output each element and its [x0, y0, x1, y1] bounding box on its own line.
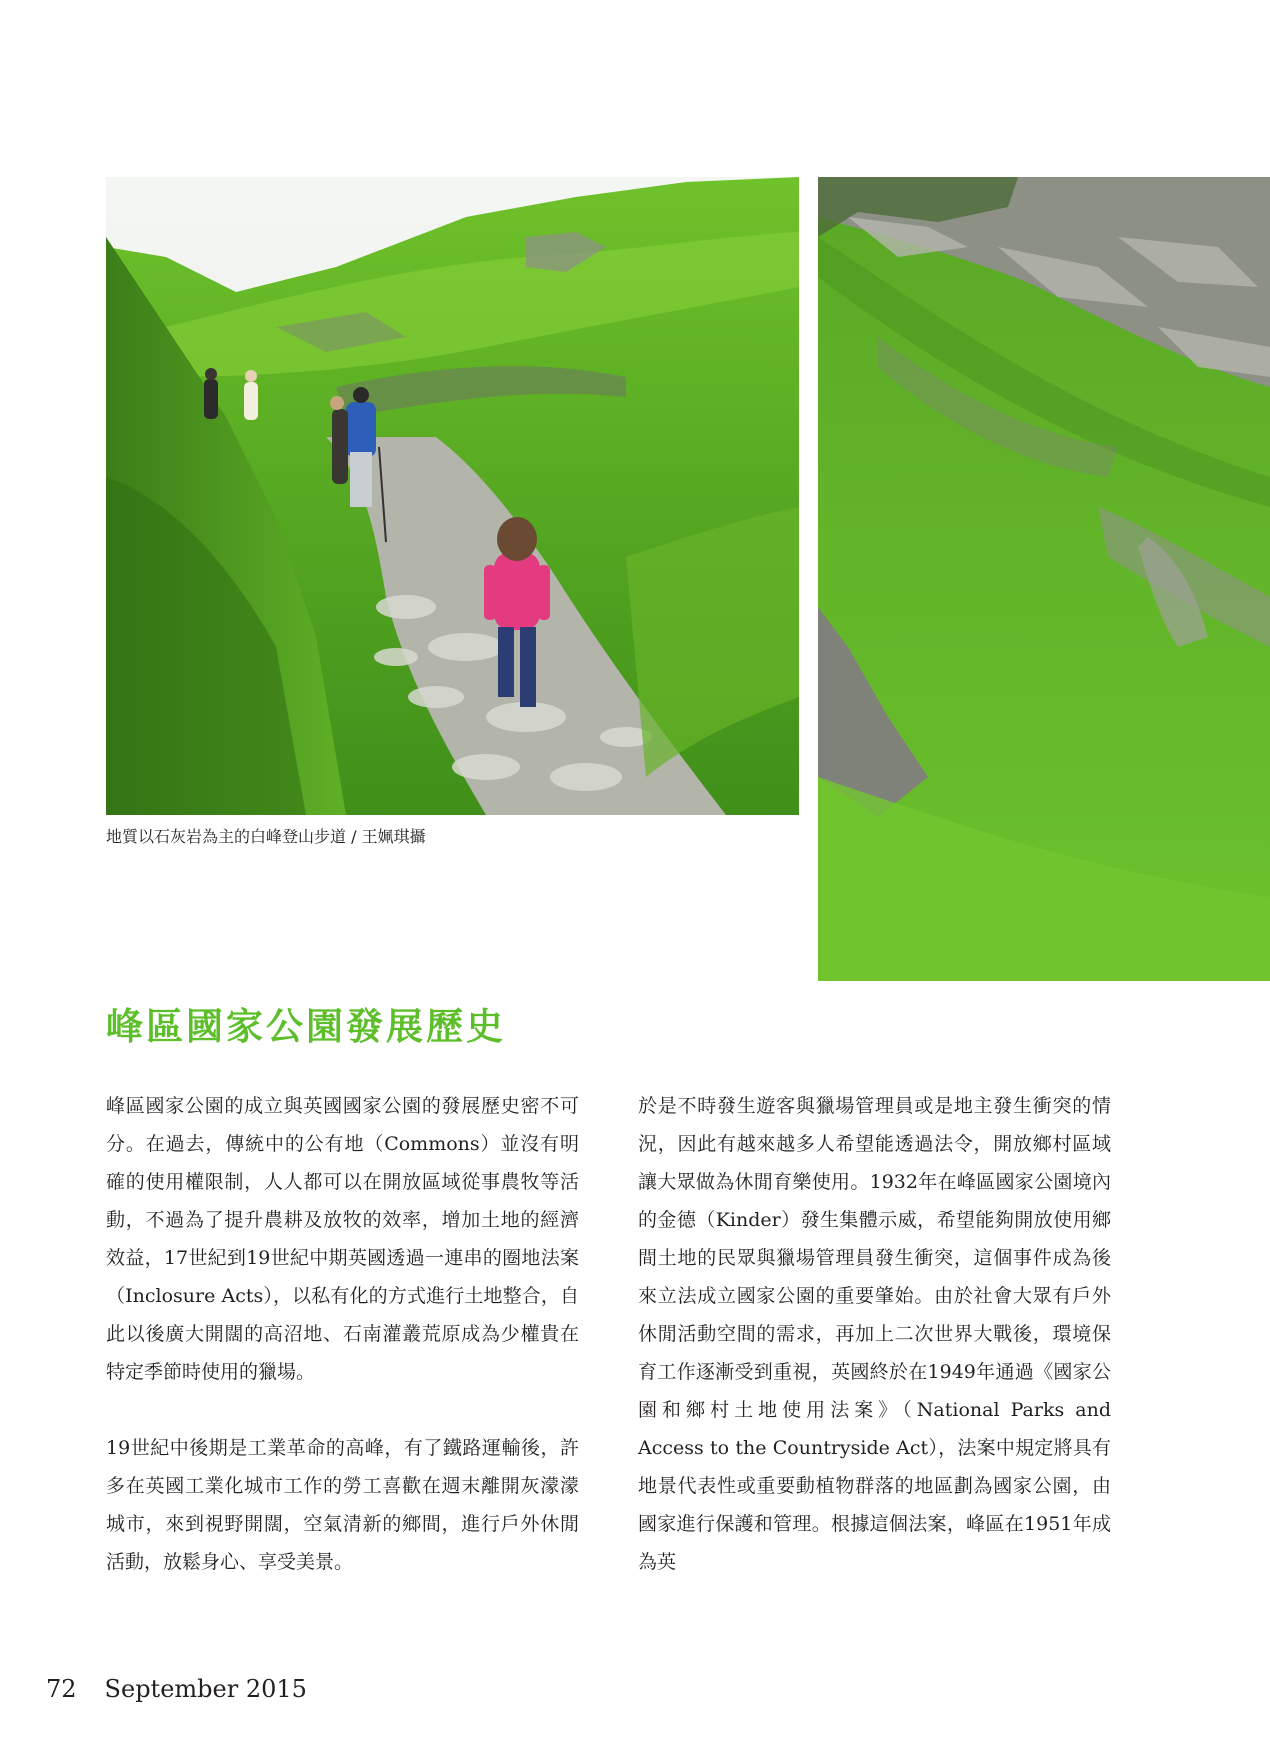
paragraph: 於是不時發生遊客與獵場管理員或是地主發生衝突的情況，因此有越來越多人希望能透過法令，開放鄉村區域讓大眾做為休閒育樂使用。1932年在峰區國家公園境內的金德（Kinder）發生集體示威，希望能夠開放使用鄉間土地的民眾與獵場管理員發生衝突，這個事件成為後來立法成立國家公園的重要肇始。由於社會大眾有戶外休閒活動空間的需求，再加上二次世界大戰後，環境保育工作逐漸受到重視，英國終於在1949年通過《國家公園和鄉村土地使用法案》（National Parks and Access to the Countryside Act），法案中規定將具有地景代表性或重要動植物群落的地區劃為國家公園，由國家進行保護和管理。根據這個法案，峰區在1951年成為英 — [638, 1095, 1111, 1573]
photo-caption: 地質以石灰岩為主的白峰登山步道 / 王姵琪攝 — [106, 827, 426, 846]
article-column-left — [106, 1087, 579, 1581]
article-column-right — [638, 1087, 1111, 1581]
photo-grassy-slope-image — [818, 177, 1270, 981]
paragraph: 19世紀中後期是工業革命的高峰，有了鐵路運輸後，許多在英國工業化城市工作的勞工喜歡在週末離開灰濛濛城市，來到視野開闊，空氣清新的鄉間，進行戶外休閒活動，放鬆身心、享受美景。 — [106, 1437, 579, 1573]
issue-date: September 2015 — [104, 1675, 307, 1703]
photo-hiking-trail — [106, 177, 799, 815]
section-title: 峰區國家公園發展歷史 — [106, 1004, 506, 1048]
photo-grassy-slope — [818, 177, 1270, 981]
paragraph: 峰區國家公園的成立與英國國家公園的發展歷史密不可分。在過去，傳統中的公有地（Commons）並沒有明確的使用權限制，人人都可以在開放區域從事農牧等活動，不過為了提升農耕及放牧的效率，增加土地的經濟效益，17世紀到19世紀中期英國透過一連串的圈地法案（Inclosure Acts），以私有化的方式進行土地整合，自此以後廣大開闊的高沼地、石南灌叢荒原成為少權貴在特定季節時使用的獵場。 — [106, 1095, 579, 1383]
photo-hiking-trail-image — [106, 177, 799, 815]
page-footer — [46, 1675, 307, 1703]
page-number: 72 — [46, 1675, 77, 1703]
